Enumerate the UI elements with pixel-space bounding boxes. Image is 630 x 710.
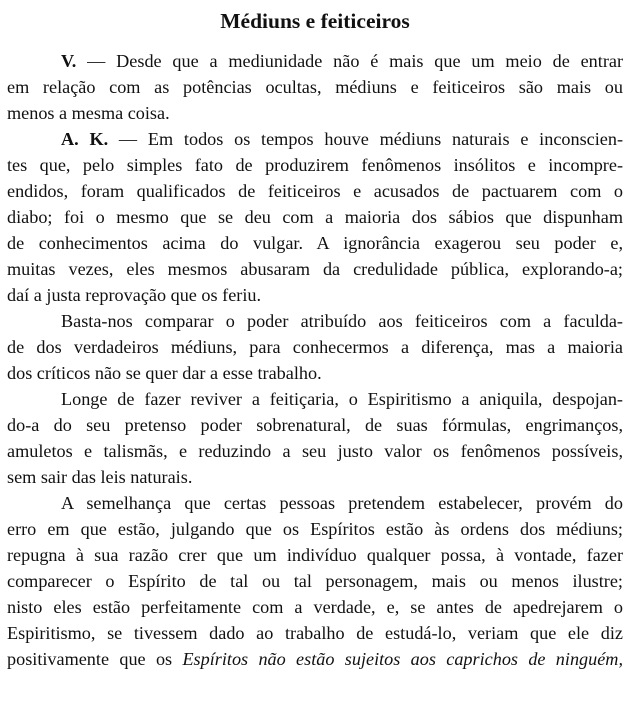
text-line: comparecer o Espírito de tal ou tal personagem, mais ou menos ilustre; [7, 571, 623, 591]
text-line: nisto eles estão perfeitamente com a verdade, e, se antes de apedrejarem o [7, 597, 623, 617]
paragraph [7, 490, 623, 672]
text-line: dos críticos não se quer dar a esse trabalho. [7, 363, 322, 383]
text-line: de conhecimentos acima do vulgar. A ignorância exagerou seu poder e, [7, 233, 623, 253]
speaker-label: A. K. [61, 129, 109, 149]
text-line: V. — Desde que a mediunidade não é mais que um meio de entrar [61, 51, 623, 71]
text-line: diabo; foi o mesmo que se deu com a maioria dos sábios que dispunham [7, 207, 623, 227]
text-line: A. K. — Em todos os tempos houve médiuns naturais e inconscien- [61, 129, 624, 149]
text-line: positivamente que os Espíritos não estão sujeitos aos caprichos de ninguém, [7, 649, 623, 669]
text-line: de dos verdadeiros médiuns, para conhecermos a diferença, mas a maioria [7, 337, 623, 357]
text-line: sem sair das leis naturais. [7, 467, 193, 487]
text-line: erro em que estão, julgando que os Espíritos estão às ordens dos médiuns; [7, 519, 623, 539]
speaker-label: V. [61, 51, 77, 71]
text-line: em relação com as potências ocultas, médiuns e feiticeiros são mais ou [7, 77, 623, 97]
text-line: do-a do seu pretenso poder sobrenatural, de suas fórmulas, engrimanços, [7, 415, 623, 435]
text-line: Longe de fazer reviver a feitiçaria, o Espiritismo a aniquila, despojan- [61, 389, 623, 409]
text-line: Basta-nos comparar o poder atribuído aos feiticeiros com a faculda- [61, 311, 623, 331]
text-line: A semelhança que certas pessoas pretendem estabelecer, provém do [61, 493, 623, 513]
emphasized-text: Espíritos não estão sujeitos aos caprichos de ninguém, [182, 649, 623, 669]
chapter-title: Médiuns e feiticeiros [220, 9, 410, 33]
text-line: daí a justa reprovação que os feriu. [7, 285, 262, 305]
text-line: endidos, foram qualificados de feiticeiros e acusados de pactuarem com o [7, 181, 623, 201]
text-line: muitas vezes, eles mesmos abusaram da credulidade pública, explorando-a; [7, 259, 623, 279]
text-line: tes que, pelo simples fato de produzirem fenômenos insólitos e incompre- [7, 155, 623, 175]
paragraph [7, 308, 623, 386]
paragraph [7, 126, 623, 308]
paragraph [7, 48, 623, 126]
text-line: amuletos e talismãs, e reduzindo a seu justo valor os fenômenos possíveis, [7, 441, 623, 461]
text-line: menos a mesma coisa. [7, 103, 170, 123]
text-line: repugna à sua razão crer que um indivíduo qualquer possa, à vontade, fazer [7, 545, 623, 565]
paragraph [7, 386, 623, 490]
text-line: Espiritismo, se tivessem dado ao trabalho de estudá-lo, veriam que ele diz [7, 623, 623, 643]
